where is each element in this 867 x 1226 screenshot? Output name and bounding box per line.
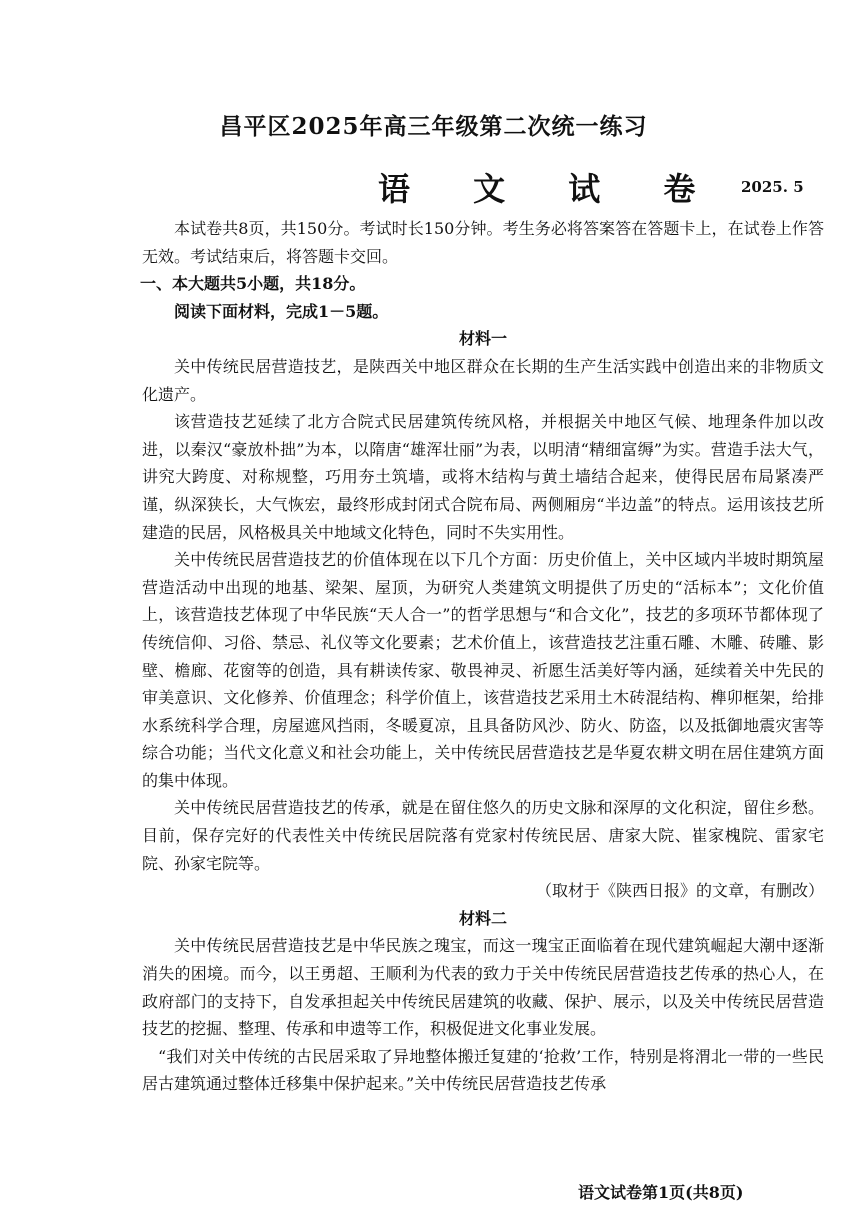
- material2-quote: “我们对关中传统的古民居采取了异地整体搬迁复建的‘抢救’工作，特别是将渭北一带的一些民居古建筑通过整体迁移集中保护起来。”关中传统民居营造技艺传承: [142, 1046, 824, 1094]
- page-footer: 语文试卷第1页(共8页): [578, 1183, 744, 1202]
- material1-paragraph: 关中传统民居营造技艺，是陕西关中地区群众在长期的生产生活实践中创造出来的非物质文化遗产。: [142, 356, 824, 404]
- material1-heading: 材料一: [458, 329, 507, 349]
- subject-title: 语 文 试 卷: [378, 170, 722, 208]
- reading-directive: 阅读下面材料，完成1－5题。: [174, 301, 389, 321]
- material2-heading: 材料二: [458, 908, 507, 928]
- material1-paragraph: 关中传统民居营造技艺的价值体现在以下几个方面：历史价值上，关中区域内半坡时期筑屋营造活动中出现的地基、梁架、屋顶，为研究人类建筑文明提供了历史的“活标本”；文化价值上，该营造技艺体现了中华民族“天人合一”的哲学思想与“和合文化”，技艺的多项环节都体现了传统信仰、习俗、禁忌、礼仪等文化要素；艺术价值上，该营造技艺注重石雕、木雕、砖雕、影壁、檐廊、花窗等的创造，具有耕读传家、敬畏神灵、祈愿生活美好等内涵，延续着关中先民的审美意识、文化修养、价值理念；科学价值上，该营造技艺采用土木砖混结构、榫卯框架，给排水系统科学合理，房屋遮风挡雨，冬暖夏凉，且具备防风沙、防火、防盗，以及抵御地震灾害等综合功能；当代文化意义和社会功能上，关中传统民居营造技艺是华夏农耕文明在居住建筑方面的集中体现。: [142, 550, 824, 790]
- material2-paragraph: 关中传统民居营造技艺是中华民族之瑰宝，而这一瑰宝正面临着在现代建筑崛起大潮中逐渐消失的困境。而今，以王勇超、王顺利为代表的致力于关中传统民居营造技艺传承的热心人，在政府部门的支持下，自发承担起关中传统民居建筑的收藏、保护、展示，以及关中传统民居营造技艺的挖掘、整理、传承和申遗等工作，积极促进文化事业发展。: [142, 936, 824, 1039]
- material1-paragraph: 关中传统民居营造技艺的传承，就是在留住悠久的历史文脉和深厚的文化积淀，留住乡愁。目前，保存完好的代表性关中传统民居院落有党家村传统民居、唐家大院、崔家槐院、雷家宅院、孙家宅院等。: [142, 798, 824, 873]
- material1-paragraph: 该营造技艺延续了北方合院式民居建筑传统风格，并根据关中地区气候、地理条件加以改进，以秦汉“豪放朴拙”为本，以隋唐“雄浑壮丽”为表，以明清“精细富缛”为实。营造手法大气，讲究大跨度、对称规整，巧用夯土筑墙，或将木结构与黄土墙结合起来，使得民居布局紧凑严谨，纵深狭长，大气恢宏，最终形成封闭式合院布局、两侧厢房“半边盖”的特点。运用该技艺所建造的民居，风格极具关中地域文化特色，同时不失实用性。: [142, 412, 824, 542]
- instructions: 本试卷共8页，共150分。考试时长150分钟。考生务必将答案答在答题卡上，在试卷上作答无效。考试结束后，将答题卡交回。: [142, 219, 824, 266]
- material1-source: （取材于《陕西日报》的文章，有删改）: [535, 881, 824, 901]
- section-heading: 一、本大题共5小题，共18分。: [140, 274, 366, 294]
- exam-content: [142, 215, 824, 1098]
- exam-date: 2025. 5: [741, 178, 804, 196]
- exam-title: 昌平区2025年高三年级第二次统一练习: [219, 113, 648, 140]
